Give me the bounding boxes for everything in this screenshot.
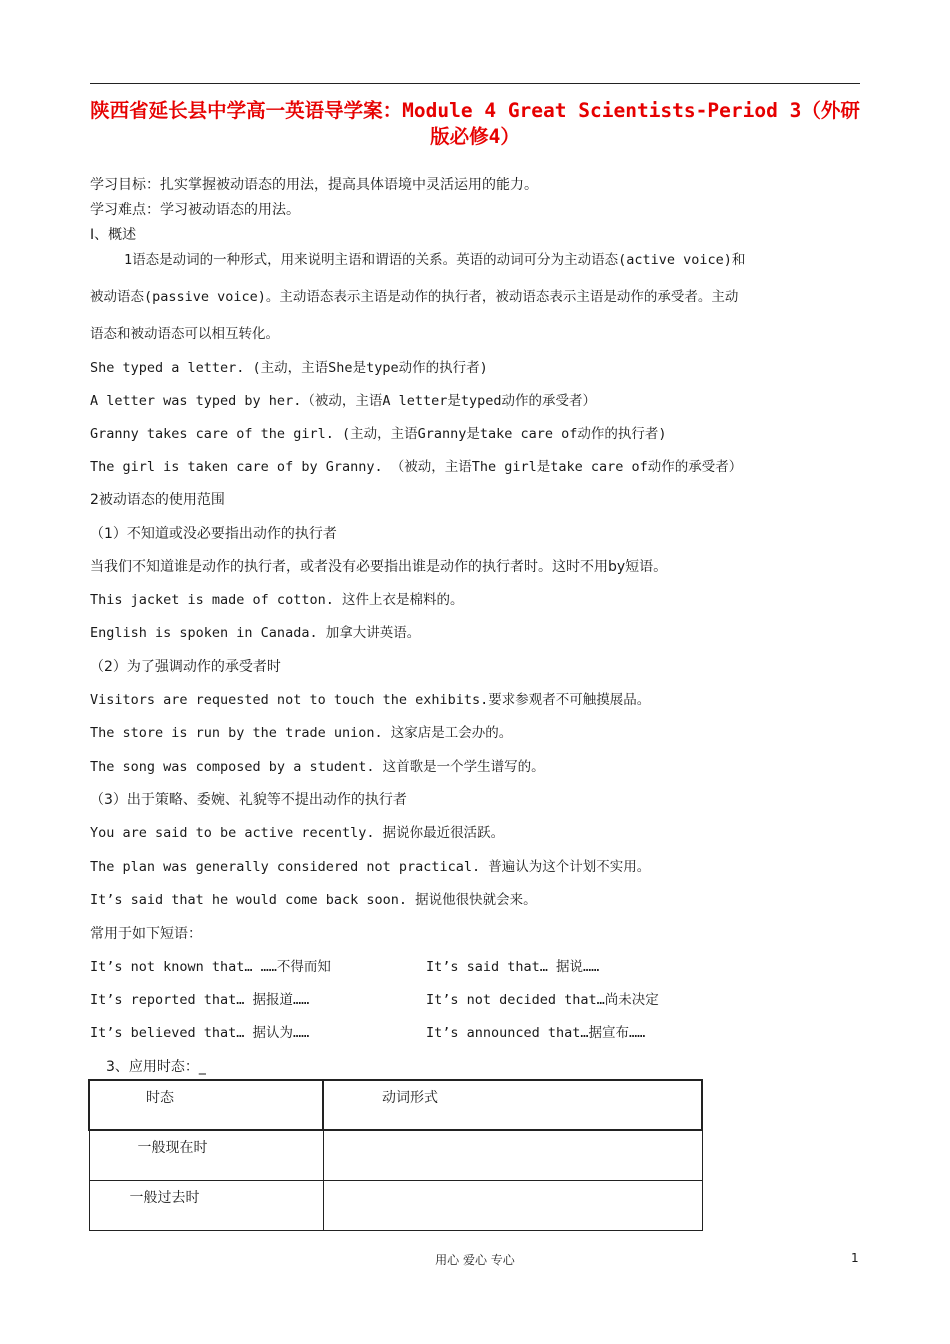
table-cell xyxy=(323,1130,702,1181)
overview-paragraph-line: 1语态是动词的一种形式，用来说明主语和谓语的关系。英语的动词可分为主动语态(active voice)和 xyxy=(124,252,746,268)
example-sentence: The plan was generally considered not practical. 普遍认为这个计划不实用。 xyxy=(90,859,651,875)
overview-paragraph-line: 被动语态(passive voice)。主动语态表示主语是动作的执行者，被动语态表示主语是动作的承受者。主动 xyxy=(90,289,739,305)
usage-description: 当我们不知道谁是动作的执行者，或者没有必要指出谁是动作的执行者时。这时不用by短语。 xyxy=(90,559,668,575)
page-number: 1 xyxy=(851,1251,859,1265)
header-verb-form-label: 动词形式 xyxy=(382,1090,438,1106)
overview-paragraph-line: 语态和被动语态可以相互转化。 xyxy=(90,326,279,342)
page-footer: 用心 爱心 专心 xyxy=(435,1253,515,1267)
tense-table xyxy=(88,1079,703,1231)
document-title: 陕西省延长县中学高一英语导学案：Module 4 Great Scientists-Period 3（外研版必修4） xyxy=(90,99,860,148)
example-sentence: The song was composed by a student. 这首歌是一个学生谱写的。 xyxy=(90,759,545,775)
section-tenses-heading: 3、应用时态：_ xyxy=(106,1059,206,1075)
phrase-item: It’s reported that… 据报道…… xyxy=(90,992,310,1008)
table-header-cell xyxy=(89,1080,323,1130)
phrase-item: It’s said that… 据说…… xyxy=(426,959,600,975)
tense-name: 一般过去时 xyxy=(129,1190,200,1206)
example-sentence: A letter was typed by her.（被动，主语A letter是typed动作的承受者） xyxy=(90,393,596,409)
usage-subheading: （2）为了强调动作的承受者时 xyxy=(90,659,281,675)
table-row xyxy=(89,1181,702,1231)
phrase-item: It’s announced that…据宣布…… xyxy=(426,1025,646,1041)
example-sentence: You are said to be active recently. 据说你最近很活跃。 xyxy=(90,825,505,841)
header-tense-label: 时态 xyxy=(146,1090,174,1106)
phrase-item: It’s not decided that…尚未决定 xyxy=(426,992,659,1008)
example-sentence: It’s said that he would come back soon. 据说他很快就会来。 xyxy=(90,892,537,908)
example-sentence: English is spoken in Canada. 加拿大讲英语。 xyxy=(90,625,421,641)
table-cell xyxy=(89,1130,323,1181)
usage-subheading: （3）出于策略、委婉、礼貌等不提出动作的执行者 xyxy=(90,792,407,808)
tense-name: 一般现在时 xyxy=(137,1140,208,1156)
table-cell xyxy=(89,1181,323,1231)
section-overview-heading: Ⅰ、概述 xyxy=(90,227,137,243)
example-sentence: Granny takes care of the girl. (主动，主语Granny是take care of动作的执行者) xyxy=(90,426,667,442)
table-row xyxy=(89,1130,702,1181)
phrase-item: It’s believed that… 据认为…… xyxy=(90,1025,310,1041)
example-sentence: She typed a letter. (主动，主语She是type动作的执行者) xyxy=(90,360,488,376)
table-cell xyxy=(323,1181,702,1231)
example-sentence: The store is run by the trade union. 这家店是工会办的。 xyxy=(90,725,513,741)
section-usage-heading: 2被动语态的使用范围 xyxy=(90,492,225,508)
example-sentence: This jacket is made of cotton. 这件上衣是棉料的。 xyxy=(90,592,464,608)
learning-difficulty: 学习难点：学习被动语态的用法。 xyxy=(90,202,300,218)
top-rule xyxy=(90,83,860,84)
table-header-cell xyxy=(323,1080,702,1130)
usage-subheading: （1）不知道或没必要指出动作的执行者 xyxy=(90,526,337,542)
example-sentence: The girl is taken care of by Granny. （被动，主语The girl是take care of动作的承受者） xyxy=(90,459,743,475)
table-header-row xyxy=(89,1080,702,1130)
example-sentence: Visitors are requested not to touch the exhibits.要求参观者不可触摸展品。 xyxy=(90,692,651,708)
learning-goal: 学习目标：扎实掌握被动语态的用法，提高具体语境中灵活运用的能力。 xyxy=(90,177,538,193)
phrase-item: It’s not known that… ……不得而知 xyxy=(90,959,331,975)
phrases-heading: 常用于如下短语： xyxy=(90,926,202,942)
